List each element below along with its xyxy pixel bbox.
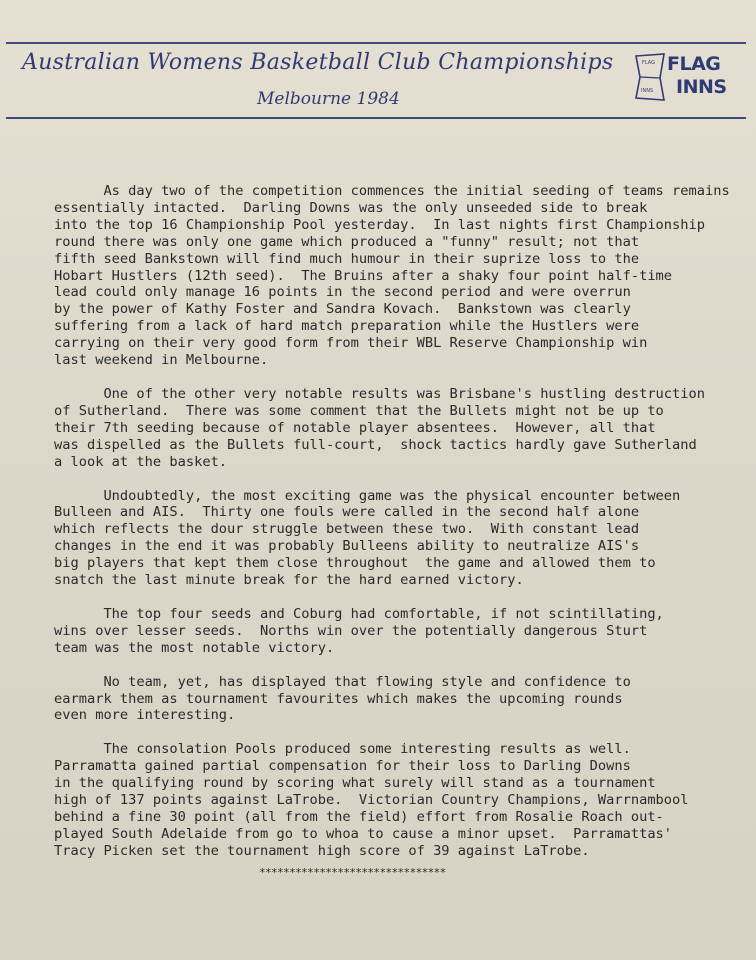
article-paragraph <box>54 183 754 369</box>
paragraph-line: last weekend in Melbourne. <box>54 352 269 369</box>
paragraph-line: by the power of Kathy Foster and Sandra Kovach. Bankstown was clearly <box>54 301 631 318</box>
paragraph-line: behind a fine 30 point (all from the field) effort from Rosalie Roach out- <box>54 809 664 825</box>
logo-word-inns: INNS <box>676 76 727 98</box>
event-location-year: Melbourne 1984 <box>257 89 400 109</box>
article-paragraph <box>54 386 754 471</box>
paragraph-line: The top four seeds and Coburg had comfortable, if not scintillating, <box>54 605 664 622</box>
paragraph-line: Parramatta gained partial compensation for their loss to Darling Downs <box>54 758 631 775</box>
paragraph-line: One of the other very notable results was Brisbane's hustling destruction <box>54 385 706 402</box>
paragraph-line: lead could only manage 16 points in the second period and were overrun <box>54 284 631 301</box>
header-top-rule <box>6 42 746 44</box>
paragraph-line: Bulleen and AIS. Thirty one fouls were called in the second half alone <box>54 504 640 521</box>
article-paragraph <box>54 674 754 725</box>
paragraph-line: No team, yet, has displayed that flowing style and confidence to <box>54 673 631 690</box>
article-paragraph <box>54 606 754 657</box>
paragraph-line: changes in the end it was probably Bulleens ability to neutralize AIS's <box>54 538 640 555</box>
paragraph-line: Hobart Hustlers (12th seed). The Bruins after a shaky four point half-time <box>54 267 673 284</box>
paragraph-line: suffering from a lack of hard match preparation while the Hustlers were <box>54 318 640 335</box>
end-separator: ******************************* <box>259 866 446 879</box>
paragraph-line: a look at the basket. <box>54 453 228 470</box>
paragraph-line: was dispelled as the Bullets full-court, shock tactics hardly gave Sutherland <box>54 436 697 453</box>
article-paragraph <box>54 741 754 859</box>
paragraph-line: into the top 16 Championship Pool yesterday. In last nights first Championship <box>54 216 706 233</box>
paragraph-line: their 7th seeding because of notable player absentees. However, all that <box>54 419 656 436</box>
paragraph-line: essentially intacted. Darling Downs was the only unseeded side to break <box>54 199 648 216</box>
paragraph-line: played South Adelaide from go to whoa to cause a minor upset. Parramattas' <box>54 825 673 842</box>
paragraph-line: team was the most notable victory. <box>54 639 335 656</box>
article-paragraph <box>54 488 754 589</box>
logo-word-flag: FLAG <box>667 53 721 75</box>
paragraph-line: round there was only one game which produced a "funny" result; not that <box>54 233 640 250</box>
championship-title: Australian Womens Basketball Club Championships <box>22 50 614 75</box>
article-body <box>54 183 754 877</box>
logo-small-text-top: FLAG <box>642 60 655 66</box>
logo-small-text-bottom: INNS <box>641 88 654 94</box>
paragraph-line: earmark them as tournament favourites which makes the upcoming rounds <box>54 690 623 707</box>
paragraph-line: Tracy Picken set the tournament high score of 39 against LaTrobe. <box>54 842 590 859</box>
paragraph-line: carrying on their very good form from their WBL Reserve Championship win <box>54 335 648 352</box>
paragraph-line: in the qualifying round by scoring what surely will stand as a tournament <box>54 775 656 792</box>
paragraph-line: high of 137 points against LaTrobe. Victorian Country Champions, Warrnambool <box>54 792 689 809</box>
paragraph-line: big players that kept them close throughout the game and allowed them to <box>54 555 656 572</box>
paragraph-line: Undoubtedly, the most exciting game was the physical encounter between <box>54 487 681 504</box>
paragraph-line: even more interesting. <box>54 707 236 724</box>
paragraph-line: fifth seed Bankstown will find much humour in their suprize loss to the <box>54 250 640 267</box>
paragraph-line: As day two of the competition commences the initial seeding of teams remains <box>54 183 730 199</box>
paragraph-line: of Sutherland. There was some comment that the Bullets might not be up to <box>54 402 664 419</box>
paragraph-line: wins over lesser seeds. Norths win over the potentially dangerous Sturt <box>54 622 648 639</box>
paragraph-line: which reflects the dour struggle between these two. With constant lead <box>54 521 640 538</box>
paragraph-line: The consolation Pools produced some interesting results as well. <box>54 741 631 758</box>
paragraph-line: snatch the last minute break for the hard earned victory. <box>54 572 524 589</box>
flag-inns-logo <box>634 52 734 102</box>
header-bottom-rule <box>6 117 746 119</box>
